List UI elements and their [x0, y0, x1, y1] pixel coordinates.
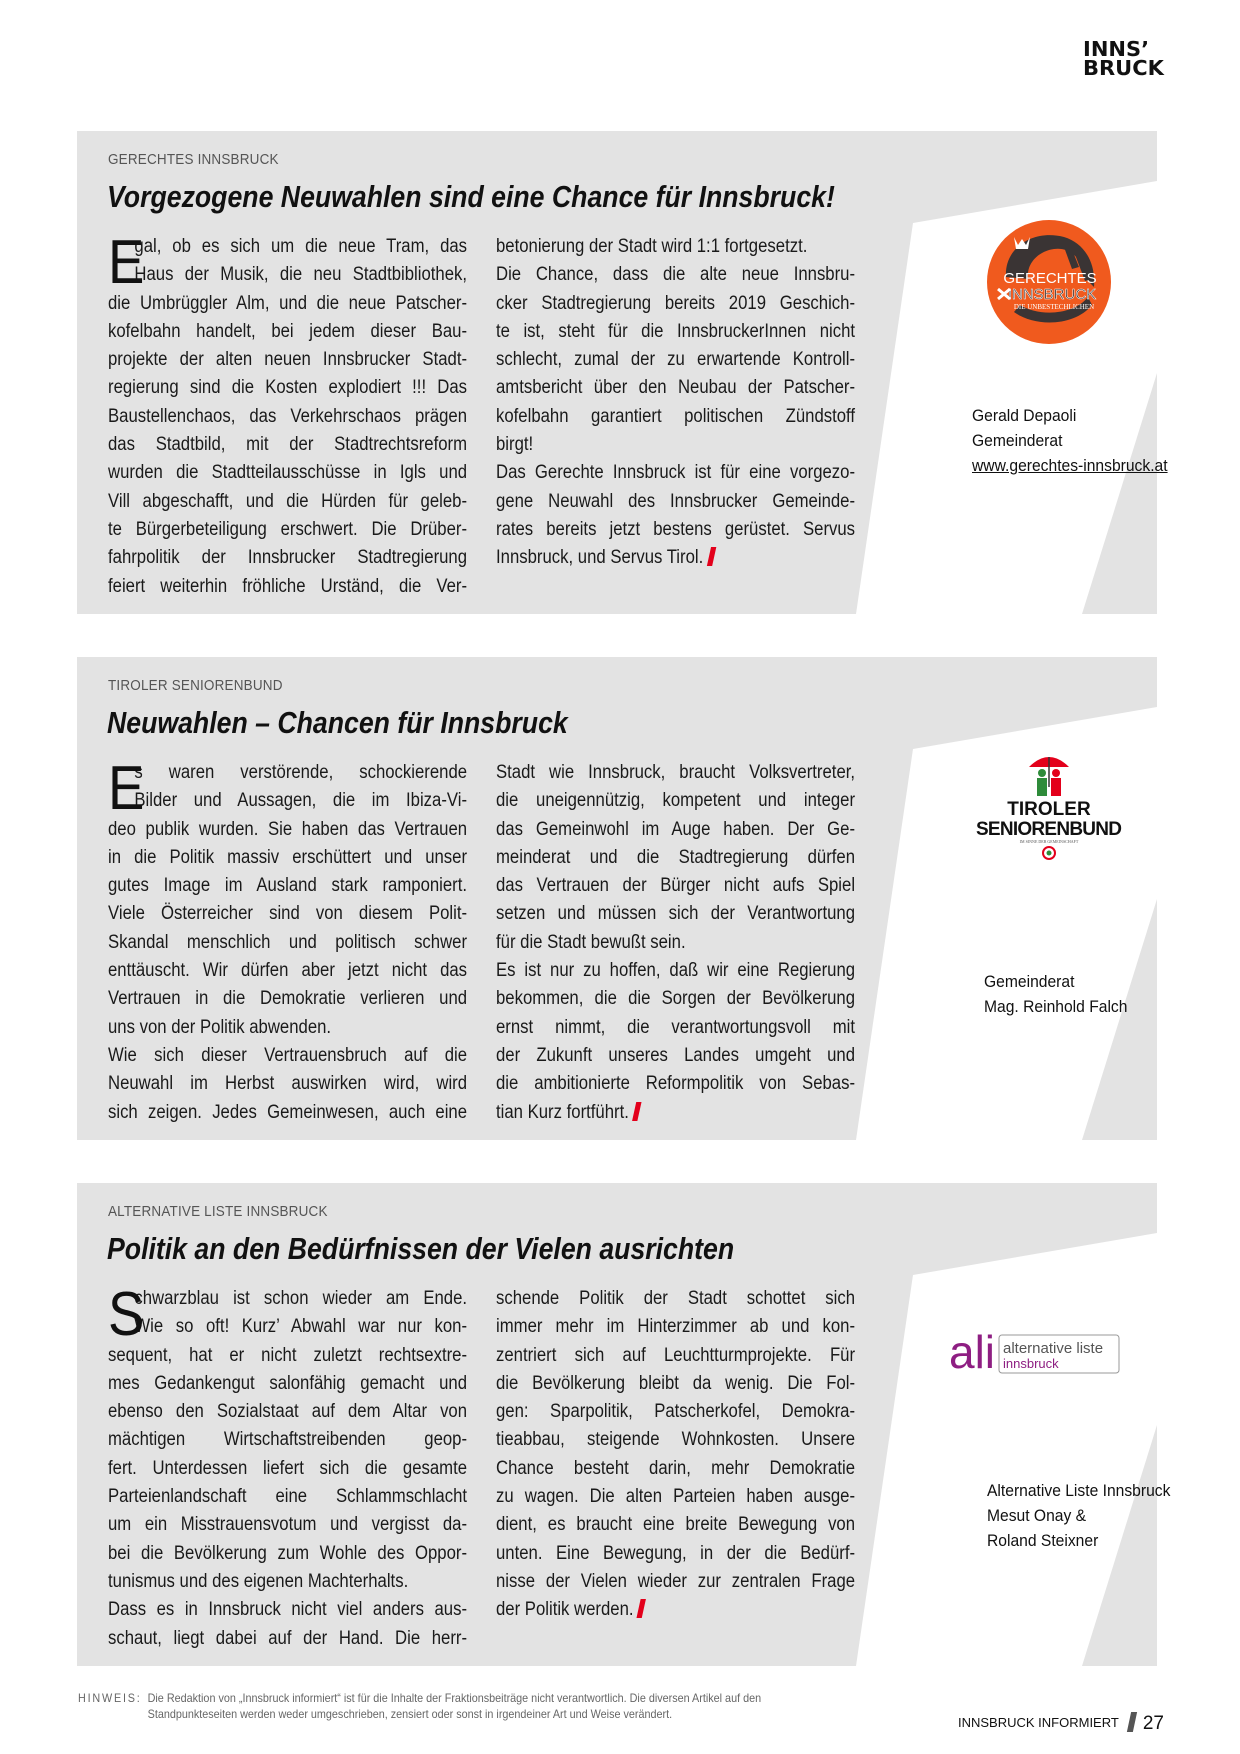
- text-line-content: schende Politik der Stadt schottet sich: [496, 1288, 856, 1309]
- author-info-line: Gerald Depaoli: [972, 406, 1077, 425]
- end-mark-slash-icon: [637, 1599, 646, 1618]
- article-column-2: [496, 233, 855, 573]
- text-line: [496, 900, 855, 928]
- text-line-content: Das Gerechte Innsbruck ist für eine vorgezo-: [496, 462, 856, 484]
- svg-text:IM SINNE DER GEMEINSCHAFT: IM SINNE DER GEMEINSCHAFT: [1019, 839, 1079, 844]
- text-line: [496, 1455, 855, 1483]
- text-line-content: gutes Image im Ausland stark ramponiert.: [108, 875, 468, 897]
- alternative-liste-logo-icon: [947, 1323, 1122, 1383]
- website-link[interactable]: www.gerechtes-innsbruck.at: [972, 456, 1168, 475]
- text-line-content: regierung sind die Kosten explodiert !!! Das: [108, 377, 468, 399]
- text-line-content: uns von der Politik abwenden.: [108, 1016, 332, 1038]
- text-line: [496, 844, 855, 872]
- text-line: [496, 233, 855, 261]
- text-line-content: Neuwahl im Herbst auswirken wird, wird: [108, 1073, 468, 1095]
- author-info-line: Gemeinderat: [972, 431, 1063, 450]
- text-line: [108, 1540, 467, 1568]
- text-line-content: Chance besteht darin, mehr Demokratie: [496, 1457, 856, 1479]
- text-line: [108, 431, 467, 459]
- article-panel-2: [77, 657, 1157, 1140]
- text-line: [108, 290, 467, 318]
- text-line-content: zentriert sich auf Leuchtturmprojekte. Für: [496, 1344, 856, 1366]
- party-logo: [947, 1323, 1122, 1388]
- text-line: [108, 1625, 467, 1653]
- gerechtes-innsbruck-logo-icon: [984, 217, 1114, 347]
- article-column-1: [108, 228, 468, 601]
- text-line: [496, 544, 855, 572]
- end-mark-slash-icon: [706, 547, 715, 566]
- text-line: [496, 929, 855, 957]
- text-line: [496, 431, 855, 459]
- text-line: [496, 459, 855, 487]
- text-line: [496, 346, 855, 374]
- text-line-content: betonierung der Stadt wird 1:1 fortgesetzt.: [496, 236, 808, 257]
- text-line: [496, 318, 855, 346]
- tiroler-seniorenbund-logo-icon: [974, 747, 1124, 867]
- text-line-content: fert. Unterdessen liefert sich die gesamte: [108, 1457, 468, 1479]
- text-line: [496, 1568, 855, 1596]
- text-line: [496, 1342, 855, 1370]
- author-info-line: Roland Steixner: [987, 1531, 1099, 1550]
- text-line-content: Baustellenchaos, das Verkehrschaos prägen: [108, 405, 468, 427]
- text-line: [108, 346, 467, 374]
- text-line-content: tieabbau, steigende Wohnkosten. Unsere: [496, 1429, 856, 1451]
- text-line-content: ernst nimmt, die verantwortungsvoll mit: [496, 1016, 856, 1038]
- text-line-content: fahrpolitik der Innsbrucker Stadtregierung: [108, 547, 468, 569]
- text-line: [496, 488, 855, 516]
- text-line: [496, 957, 855, 985]
- article-column-2: [496, 759, 855, 1127]
- page-footer: [958, 1712, 1164, 1735]
- text-line: [108, 318, 467, 346]
- text-line: [496, 261, 855, 289]
- text-line: [496, 1483, 855, 1511]
- text-line: [496, 290, 855, 318]
- text-line-content: gene Neuwahl des Innsbrucker Gemeinde-: [496, 490, 856, 512]
- text-line-content: cker Stadtregierung bereits 2019 Geschich-: [496, 292, 856, 314]
- text-line: [108, 1568, 467, 1596]
- author-info: [987, 1478, 1170, 1553]
- author-info: [984, 969, 1127, 1019]
- text-line: [108, 459, 467, 487]
- text-line: [108, 1070, 467, 1098]
- article-title: Vorgezogene Neuwahlen sind eine Chance für Innsbruck!: [107, 179, 835, 214]
- text-line-content: Bilder und Aussagen, die im Ibiza-Vi-: [134, 790, 468, 812]
- svg-text:DIE UNBESTECHLICHEN: DIE UNBESTECHLICHEN: [1013, 303, 1095, 311]
- svg-text:ali: ali: [949, 1326, 996, 1378]
- text-line: [496, 1070, 855, 1098]
- text-line: [496, 374, 855, 402]
- text-line-content: bei die Bevölkerung zum Wohle des Oppor-: [108, 1542, 468, 1564]
- text-line: [496, 1313, 855, 1341]
- text-line-content: dient, es braucht eine breite Bewegung von: [496, 1514, 856, 1536]
- text-line-content: schlecht, zumal der zu erwartende Kontroll-: [496, 349, 856, 371]
- text-line-content: kofelbahn handelt, bei jedem dieser Bau-: [108, 320, 468, 342]
- svg-text:innsbruck: innsbruck: [1003, 1356, 1059, 1371]
- text-line-content: wurden die Stadtteilausschüsse in Igls und: [108, 462, 468, 484]
- text-line: [496, 1398, 855, 1426]
- article-title: Politik an den Bedürfnissen der Vielen ausrichten: [107, 1231, 735, 1266]
- text-line-content: gal, ob es sich um die neue Tram, das: [134, 236, 468, 257]
- text-line: [496, 1540, 855, 1568]
- text-line: [496, 1511, 855, 1539]
- text-line-content: feiert weiterhin fröhliche Urständ, die Ver-: [108, 575, 468, 597]
- text-line-content: te Bürgerbeteiligung erschwert. Die Drüber-: [108, 518, 468, 540]
- text-line: [108, 1455, 467, 1483]
- text-line: [108, 759, 467, 787]
- text-line: [496, 1042, 855, 1070]
- text-line-content: projekte der alten neuen Innsbrucker Stadt-: [108, 349, 468, 371]
- text-line-content: unten. Eine Bewegung, in der die Bedürf-: [496, 1542, 856, 1564]
- text-line: [108, 1596, 467, 1624]
- article-title: Neuwahlen – Chancen für Innsbruck: [107, 705, 568, 740]
- text-line-content: Es ist nur zu hoffen, daß wir eine Regierung: [496, 960, 856, 982]
- text-line: [108, 1313, 467, 1341]
- text-line: [496, 1014, 855, 1042]
- text-line: [108, 516, 467, 544]
- text-line: [108, 1042, 467, 1070]
- text-line: [496, 1285, 855, 1313]
- text-line-content: mes Gedankengut salonfähig gemacht und: [108, 1372, 468, 1394]
- text-line: [108, 929, 467, 957]
- text-line: [496, 516, 855, 544]
- text-line: [108, 544, 467, 572]
- party-logo: [974, 747, 1124, 872]
- text-line: [108, 872, 467, 900]
- text-line-content: s waren verstörende, schockierende: [134, 762, 468, 783]
- text-line-content: für die Stadt bewußt sein.: [496, 931, 686, 953]
- text-line-content: tian Kurz fortführt.: [496, 1101, 629, 1123]
- text-line-content: tunismus und des eigenen Machterhalts.: [108, 1570, 409, 1592]
- text-line: [108, 1342, 467, 1370]
- innsbruck-logo: INNS’ BRUCK: [1083, 37, 1164, 80]
- text-line-content: die Umbrüggler Alm, und die neue Patscher-: [108, 292, 468, 314]
- text-line: [108, 787, 467, 815]
- publication-name: INNSBRUCK INFORMIERT: [958, 1715, 1119, 1730]
- drop-cap: E: [108, 754, 145, 823]
- end-mark-slash-icon: [632, 1102, 641, 1121]
- text-line: [108, 1099, 467, 1127]
- text-line: [496, 1099, 855, 1127]
- text-line-content: der Politik werden.: [496, 1599, 634, 1621]
- text-line-content: Wie sich dieser Vertrauensbruch auf die: [108, 1044, 468, 1066]
- text-line: [108, 1483, 467, 1511]
- text-line: [108, 1014, 467, 1042]
- page-number: 27: [1142, 1713, 1164, 1734]
- text-line-content: chwarzblau ist schon wieder am Ende.: [134, 1288, 468, 1309]
- text-line-content: meinderat und die Stadtregierung dürfen: [496, 846, 856, 868]
- text-line-content: Innsbruck, und Servus Tirol.: [496, 547, 704, 569]
- text-line-content: die uneigennützig, kompetent und integer: [496, 790, 856, 812]
- text-line: [496, 985, 855, 1013]
- text-line: [108, 374, 467, 402]
- article-category: GERECHTES INNSBRUCK: [108, 151, 279, 168]
- article-category: ALTERNATIVE LISTE INNSBRUCK: [108, 1203, 328, 1220]
- text-line: [108, 488, 467, 516]
- text-line-content: immer mehr im Hinterzimmer ab und kon-: [496, 1316, 856, 1338]
- text-line: [108, 1370, 467, 1398]
- article-panel-1: [77, 131, 1168, 614]
- text-line-content: Parteienlandschaft eine Schlammschlacht: [108, 1486, 468, 1508]
- author-info-line: Gemeinderat: [984, 972, 1075, 991]
- text-line-content: ebenso den Sozialstaat auf dem Altar von: [108, 1401, 468, 1423]
- text-line: [108, 1426, 467, 1454]
- drop-cap: S: [108, 1280, 145, 1349]
- disclaimer-text-line: Standpunkteseiten werden weder umgeschrieben, zensiert oder sonst in irgendeiner Art und Weise verändert.: [147, 1707, 673, 1721]
- text-line-content: die Bevölkerung bleibt da wenig. Die Fol-: [496, 1372, 856, 1394]
- author-info-line: Mesut Onay &: [987, 1506, 1087, 1525]
- text-line-content: birgt!: [496, 434, 534, 456]
- article-category: TIROLER SENIORENBUND: [108, 677, 283, 694]
- text-line: [496, 787, 855, 815]
- text-line-content: te ist, steht für die InnsbruckerInnen nicht: [496, 320, 856, 342]
- text-line: [108, 233, 467, 261]
- author-info: [972, 403, 1168, 478]
- text-line-content: Dass es in Innsbruck nicht viel anders aus-: [108, 1599, 468, 1621]
- article-column-1: [108, 754, 468, 1127]
- text-line-content: Stadt wie Innsbruck, braucht Volksvertreter,: [496, 762, 856, 783]
- text-line-content: sequent, hat er nicht zuletzt rechtsextre-: [108, 1344, 468, 1366]
- text-line-content: schaut, liegt dabei auf der Hand. Die herr-: [108, 1627, 468, 1649]
- article-column-1: [108, 1280, 468, 1653]
- text-line-content: Die Chance, dass die alte neue Innsbru-: [496, 264, 856, 286]
- text-line: [108, 573, 467, 601]
- text-line-content: Skandal menschlich und politisch schwer: [108, 931, 468, 953]
- text-line-content: Vill abgeschafft, und die Hürden für geleb-: [108, 490, 468, 512]
- text-line-content: rates bereits jetzt bestens gerüstet. Servus: [496, 518, 856, 540]
- article-column-2: [496, 1285, 855, 1625]
- text-line: [496, 816, 855, 844]
- text-line-content: gen: Sparpolitik, Patscherkofel, Demokra-: [496, 1401, 856, 1423]
- text-line-content: um ein Misstrauensvotum und vergisst da-: [108, 1514, 468, 1536]
- text-line-content: kofelbahn garantiert politischen Zündstoff: [496, 405, 856, 427]
- text-line: [108, 403, 467, 431]
- svg-text:TIROLER: TIROLER: [1007, 799, 1091, 820]
- text-line-content: der Zukunft unseres Landes umgeht und: [496, 1044, 856, 1066]
- disclaimer-text-line: Die Redaktion von „Innsbruck informiert“ ist für die Inhalte der Fraktionsbeiträge nicht verantwortlich. Die diversen Artikel auf den: [147, 1691, 762, 1705]
- text-line-content: amtsbericht über den Neubau der Patscher-: [496, 377, 856, 399]
- text-line: [108, 816, 467, 844]
- article-panel-3: [77, 1183, 1171, 1666]
- text-line-content: mächtigen Wirtschaftstreibenden geop-: [108, 1429, 468, 1451]
- text-line-content: zu wagen. Die alten Parteien haben ausge-: [496, 1486, 856, 1508]
- text-line: [108, 900, 467, 928]
- text-line-content: Wie so oft! Kurz’ Abwahl war nur kon-: [134, 1316, 468, 1338]
- svg-text:SENIORENBUND: SENIORENBUND: [976, 819, 1122, 840]
- text-line: [108, 844, 467, 872]
- text-line: [496, 1426, 855, 1454]
- text-line: [496, 1596, 855, 1624]
- text-line: [496, 1370, 855, 1398]
- text-line: [496, 872, 855, 900]
- separator-slash-icon: [1127, 1712, 1137, 1732]
- author-info-line: Mag. Reinhold Falch: [984, 997, 1128, 1016]
- text-line: [108, 1285, 467, 1313]
- disclaimer-label: HINWEIS:: [78, 1691, 142, 1705]
- text-line-content: nisse der Vielen wieder zur zentralen Frage: [496, 1570, 856, 1592]
- text-line-content: Vertrauen in die Demokratie verlieren und: [108, 988, 468, 1010]
- text-line-content: deo publik wurden. Sie haben das Vertrauen: [108, 818, 468, 840]
- text-line-content: bekommen, die die Sorgen der Bevölkerung: [496, 988, 856, 1010]
- text-line: [108, 985, 467, 1013]
- text-line-content: das Vertrauen der Bürger nicht aufs Spiel: [496, 875, 856, 897]
- party-logo: [984, 217, 1114, 352]
- text-line-content: das Stadtbild, mit der Stadtrechtsreform: [108, 434, 468, 456]
- text-line: [108, 261, 467, 289]
- text-line-content: das Gemeinwohl im Auge haben. Der Ge-: [496, 818, 856, 840]
- text-line-content: die ambitionierte Reformpolitik von Sebas-: [496, 1073, 856, 1095]
- svg-text:GERECHTES: GERECHTES: [1003, 270, 1097, 287]
- svg-text:alternative liste: alternative liste: [1003, 1340, 1104, 1357]
- text-line: [496, 403, 855, 431]
- disclaimer: [78, 1690, 761, 1722]
- drop-cap: E: [108, 228, 145, 297]
- text-line-content: in die Politik massiv erschüttert und unser: [108, 846, 468, 868]
- text-line-content: sich zeigen. Jedes Gemeinwesen, auch eine: [108, 1101, 468, 1123]
- text-line: [496, 759, 855, 787]
- svg-text:INNSBRUCK: INNSBRUCK: [1007, 286, 1097, 303]
- text-line: [108, 1398, 467, 1426]
- text-line-content: enttäuscht. Wir dürfen aber jetzt nicht das: [108, 960, 468, 982]
- text-line-content: setzen und müssen sich der Verantwortung: [496, 903, 856, 925]
- text-line-content: Viele Österreicher sind von diesem Polit-: [108, 903, 468, 925]
- text-line: [108, 1511, 467, 1539]
- text-line: [108, 957, 467, 985]
- author-info-line: Alternative Liste Innsbruck: [987, 1481, 1171, 1500]
- text-line-content: Haus der Musik, die neu Stadtbibliothek,: [134, 264, 468, 286]
